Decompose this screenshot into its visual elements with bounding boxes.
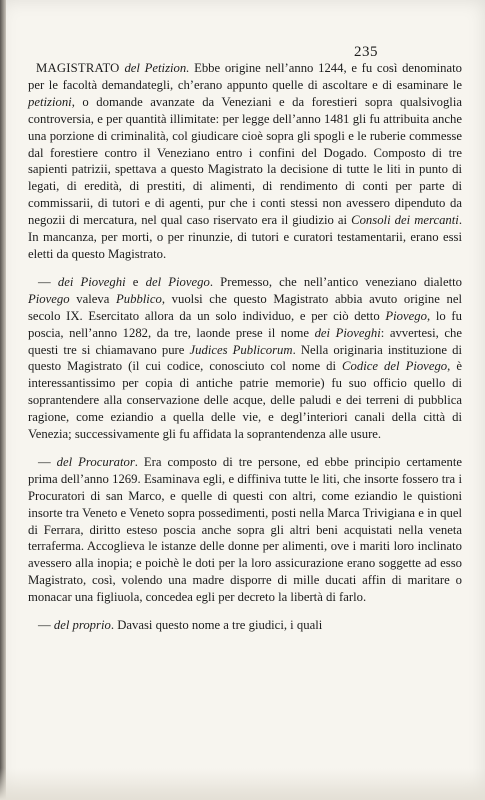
page-bottom-shadow (0, 768, 485, 800)
italic-text-run: Consoli dei mercanti (351, 213, 459, 228)
italic-text-run: Codice del Piovego (342, 359, 448, 374)
italic-text-run: petizioni (28, 94, 72, 109)
text-run: . Davasi questo nome a tre giudici, i quali (110, 618, 323, 633)
text-run: e (125, 274, 146, 289)
italic-text-run: Piovego (28, 291, 70, 306)
italic-text-run: dei Pioveghi (314, 325, 381, 340)
italic-text-run: del proprio (53, 618, 111, 633)
page-number: 235 (354, 44, 378, 60)
text-run: , vuolsi che questo Magistrato abbia avuto origine nel secolo IX. Esercitato allora da un solo individuo, e per ciò detto (28, 291, 463, 323)
text-run: . Premesso, che nell’antico veneziano dialetto (209, 274, 462, 289)
paragraph-magistrato-petizion (28, 60, 462, 263)
italic-text-run: Pubblico (116, 291, 162, 306)
italic-text-run: del Piovego (145, 274, 210, 289)
text-run: , lo fu poscia, nell’anno 1282, da tre, laonde prese il nome (28, 308, 462, 340)
text-run: — (38, 618, 54, 633)
paragraph-proprio (28, 617, 462, 634)
text-run: , è interessantissimo per copia di antiche patrie memorie) fu suo officio quello di soprantendere alla conservazione delle acque, delle paludi e dei terreni di pubblica ragione, come eziandio a quella delle vie, e degl’interiori canali della città di Venezia; successivamente gli fu affidata la soprantendenza alle usure. (28, 359, 462, 442)
text-run: : avvertesi, che questi tre si chiamavano pure (28, 325, 462, 357)
italic-text-run: dei Pioveghi (57, 274, 126, 289)
text-run: . Nella originaria instituzione di questo Magistrato (il cui codice, conosciuto col nome di (28, 342, 462, 374)
text-run: Ebbe origine nell’anno 1244, e fu così denominato per le facoltà demandategli, ch’erano appunto quelle di ascoltare e di esaminare le (28, 61, 462, 92)
paragraph-pioveghi (28, 274, 462, 443)
text-run: valeva (69, 291, 116, 306)
italic-text-run: del Procurator (56, 454, 135, 469)
text-run: — (38, 454, 57, 469)
text-run: , o domande avanzate da Veneziani e da forestieri sopra qualsivoglia controversia, e per quantità illimitate: per legge dell’anno 1481 gli fu attribuita anche una porzione di criminalità, col giudicare cioè sopra gli spogli e le ruberie commesse dal forestiere contro il Veneziano entro i confini del Dogado. Composto di tre sapienti patrizii, spettava a questo Magistrato la decisione di tutte le liti in punto di legati, di eredità, di prestiti, di alimenti, di rendimento di conti per parte di commissarii, di tutori e di agenti, pur che i conti stessi non avessero dipenduto da negozii di mercatura, nel qual caso riservato era il giudizio ai (28, 94, 462, 228)
italic-text-run: Judices Publicorum (189, 342, 293, 357)
italic-text-run: del Petizion. (124, 61, 190, 75)
text-run: — (38, 274, 58, 289)
italic-text-run: Piovego (385, 308, 427, 323)
paragraph-procurator (28, 454, 462, 606)
page-gutter-shadow (0, 0, 6, 800)
entry-heading: MAGISTRATO (36, 61, 125, 75)
text-run: . In mancanza, per morti, o per rinunzie, di tutori e curatori testamentarii, erano essi eletti da questo Magistrato. (28, 213, 462, 261)
text-run: . Era composto di tre persone, ed ebbe principio certamente prima dell’anno 1269. Esaminava egli, e diffiniva tutte le liti, che insorte fossero tra i Procuratori di san Marco, e quelle di questi con altri, come eziandio le quistioni insorte tra Veneto e Veneto sopra possedimenti, posti nella Marca Trivigiana e in quel di Ferrara, diritto esteso poscia anche sopra gli altri beni acquistati nella veneta terraferma. Accoglieva le istanze delle donne per alimenti, ove i mariti loro inclinato avessero alla inopia; e poichè le doti per la loro assicurazione erano soggette ad esso Magistrato, così, volendo una madre disporre di mille ducati affin di maritare o monacar una figliuola, concedea egli per decreto la libertà di farlo. (28, 454, 462, 605)
body-text (28, 60, 462, 634)
